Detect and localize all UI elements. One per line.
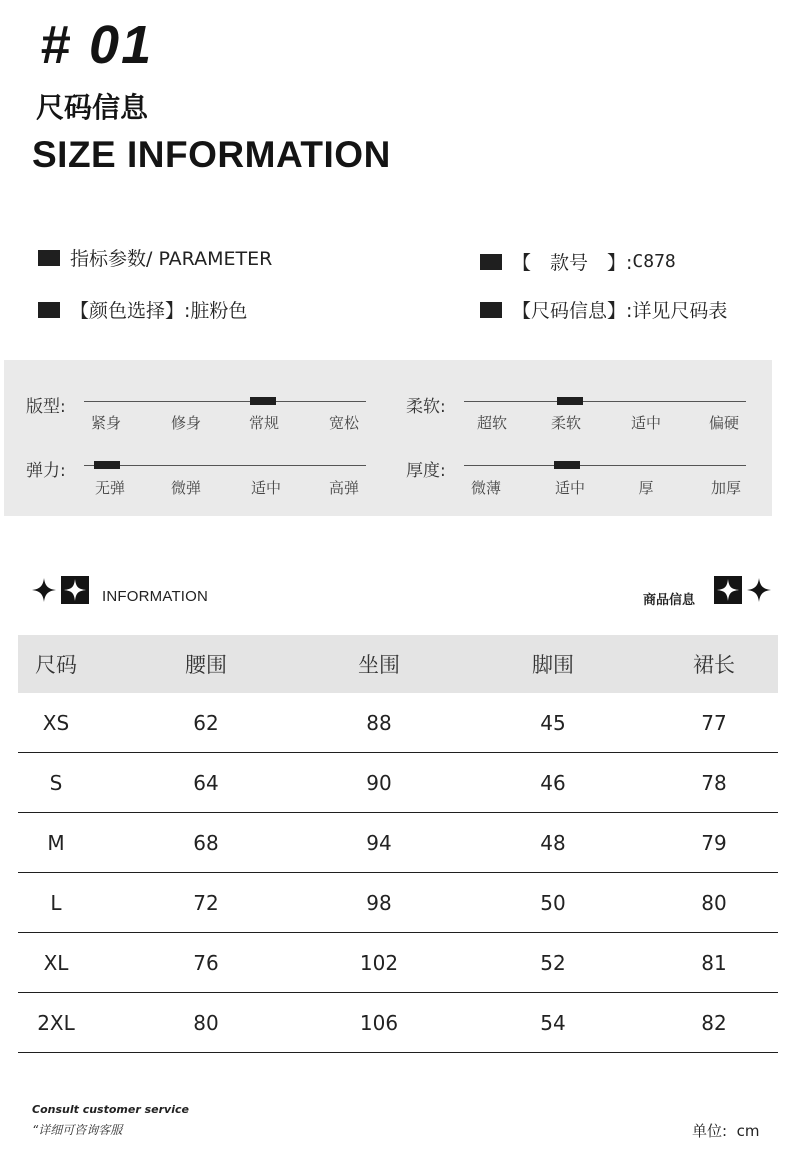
info-parameter <box>38 244 272 271</box>
section-label-en: INFORMATION <box>102 588 209 605</box>
color-value: 脏粉色 <box>190 300 248 322</box>
scale-label: 版型: <box>26 397 66 417</box>
section-number: # 01 <box>40 15 154 75</box>
size-table <box>18 635 778 1053</box>
scale-option: 微薄 <box>470 479 502 497</box>
table-cell: 2XL <box>37 1010 75 1035</box>
column-header-length: 裙长 <box>693 653 735 677</box>
color-label: 【颜色选择】: <box>70 300 191 322</box>
table-row <box>18 933 778 993</box>
scale-option: 适中 <box>554 479 586 497</box>
table-cell: 78 <box>701 770 727 795</box>
scale-label: 弹力: <box>26 461 66 481</box>
table-cell: 98 <box>366 890 392 915</box>
table-row <box>18 993 778 1053</box>
size-label: 【尺码信息】: <box>512 300 633 322</box>
table-cell: S <box>49 770 63 795</box>
table-row <box>18 693 778 753</box>
page-title-en: SIZE INFORMATION <box>32 134 391 175</box>
scale-option: 加厚 <box>710 479 742 497</box>
style-label: 【 款号 】: <box>512 252 633 274</box>
page-title-cn: 尺码信息 <box>36 91 149 124</box>
scale-option: 修身 <box>170 414 202 432</box>
section-label-cn: 商品信息 <box>643 593 696 608</box>
table-row <box>18 873 778 933</box>
consult-text-en: Consult customer service <box>32 1103 189 1116</box>
table-cell: 45 <box>540 710 566 735</box>
scale-line <box>464 465 746 466</box>
table-cell: XL <box>43 950 69 975</box>
table-cell: 72 <box>193 890 219 915</box>
parameter-panel <box>4 360 772 516</box>
scale-line <box>84 401 366 402</box>
scale-option: 偏硬 <box>708 414 740 432</box>
scale-option: 超软 <box>476 414 508 432</box>
table-cell: 68 <box>193 830 219 855</box>
info-size <box>480 296 727 323</box>
column-header-size: 尺码 <box>35 653 77 677</box>
table-cell: 106 <box>359 1010 399 1035</box>
scale-label: 厚度: <box>406 461 446 481</box>
column-header-hip: 坐围 <box>358 653 400 677</box>
scale-option: 厚 <box>638 479 654 497</box>
info-style-number <box>480 248 676 275</box>
table-cell: XS <box>42 710 70 735</box>
table-cell: 76 <box>193 950 219 975</box>
scale-marker <box>557 397 583 405</box>
scale-label: 柔软: <box>406 397 446 417</box>
scale-marker <box>250 397 276 405</box>
scale-marker <box>94 461 120 469</box>
table-cell: 52 <box>540 950 566 975</box>
scale-line <box>464 401 746 402</box>
table-cell: L <box>50 890 62 915</box>
table-row <box>18 753 778 813</box>
scale-option: 适中 <box>630 414 662 432</box>
bullet-square-icon <box>480 302 502 318</box>
table-cell: 80 <box>701 890 727 915</box>
table-cell: 62 <box>193 710 219 735</box>
sparkle-box-icon <box>61 576 89 604</box>
table-cell: 48 <box>540 830 566 855</box>
table-cell: 82 <box>701 1010 727 1035</box>
table-cell: 90 <box>366 770 392 795</box>
table-cell: M <box>47 830 65 855</box>
sparkle-box-icon <box>714 576 742 604</box>
info-color <box>38 296 247 323</box>
bullet-square-icon <box>38 302 60 318</box>
scale-option: 微弹 <box>170 479 202 497</box>
table-cell: 88 <box>366 710 392 735</box>
unit-label: 单位: cm <box>692 1122 760 1140</box>
scale-line <box>84 465 366 466</box>
scale-option: 无弹 <box>94 479 126 497</box>
table-row <box>18 813 778 873</box>
table-cell: 81 <box>701 950 727 975</box>
scale-option: 适中 <box>250 479 282 497</box>
bullet-square-icon <box>38 250 60 266</box>
scale-option: 高弹 <box>328 479 360 497</box>
table-cell: 94 <box>366 830 392 855</box>
table-header <box>18 635 778 693</box>
consult-text-cn: “详细可咨询客服 <box>32 1123 123 1137</box>
sparkle-icon <box>32 578 56 602</box>
table-cell: 54 <box>540 1010 566 1035</box>
table-cell: 102 <box>359 950 399 975</box>
column-header-hem: 脚围 <box>532 653 574 677</box>
table-cell: 77 <box>701 710 727 735</box>
size-value: 详见尺码表 <box>632 300 728 322</box>
table-cell: 79 <box>701 830 727 855</box>
table-cell: 46 <box>540 770 566 795</box>
style-value: C878 <box>632 251 676 272</box>
column-header-waist: 腰围 <box>185 653 227 677</box>
scale-option: 紧身 <box>90 414 122 432</box>
table-cell: 50 <box>540 890 566 915</box>
scale-option: 柔软 <box>550 414 582 432</box>
table-cell: 64 <box>193 770 219 795</box>
bullet-square-icon <box>480 254 502 270</box>
scale-option: 常规 <box>248 414 280 432</box>
scale-marker <box>554 461 580 469</box>
scale-option: 宽松 <box>328 414 360 432</box>
sparkle-icon <box>747 578 771 602</box>
table-cell: 80 <box>193 1010 219 1035</box>
parameter-label: 指标参数/ PARAMETER <box>70 248 273 270</box>
